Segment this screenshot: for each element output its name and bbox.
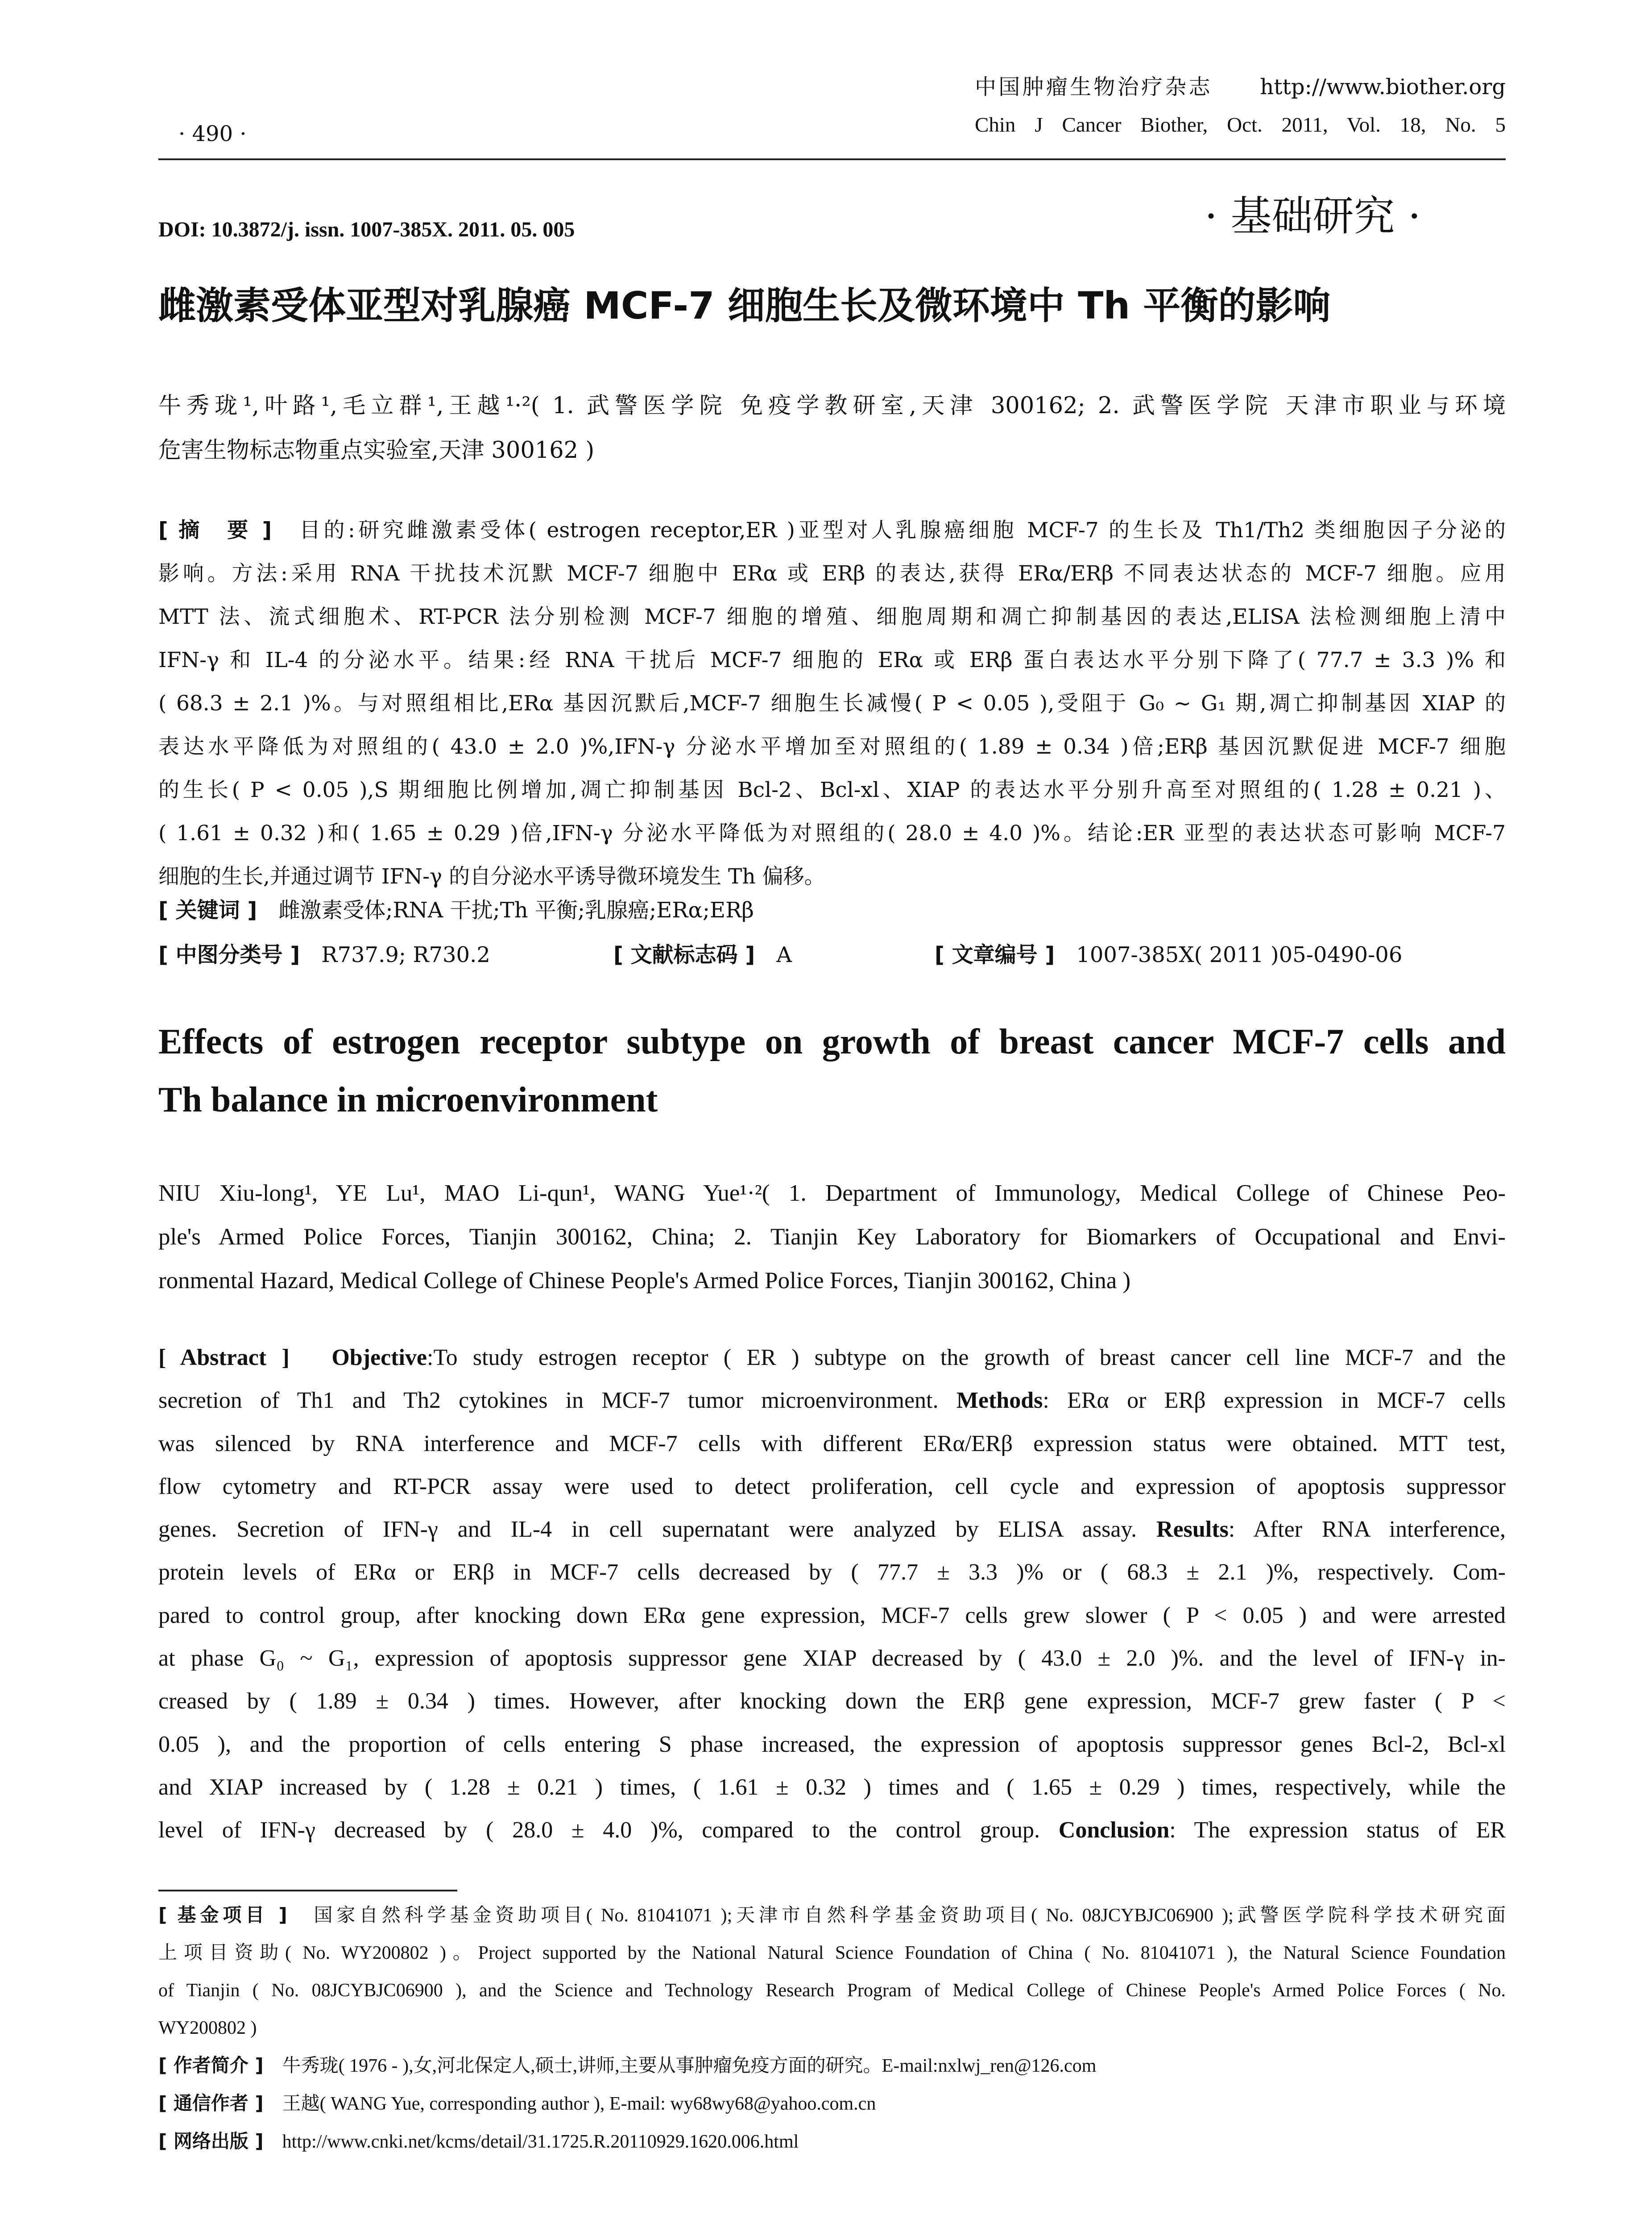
doi: DOI: 10.3872/j. issn. 1007-385X. 2011. 05. 005 (158, 218, 575, 241)
abstract-cn-line: ( 68.3 ± 2.1 )%。与对照组相比,ERα 基因沉默后,MCF-7 细胞生长减慢( P < 0.05 ),受阻于 G₀ ~ G₁ 期,凋亡抑制基因 XIAP 的 (158, 691, 1506, 716)
conclusion-label: Conclusion (1058, 1817, 1170, 1843)
results-label: Results (1156, 1517, 1229, 1543)
abstract-en-line: was silenced by RNA interference and MCF-7 cells with different ERα/ERβ expression status were obtained. MTT test, (158, 1431, 1506, 1456)
online-url[interactable]: http://www.cnki.net/kcms/detail/31.1725.R.20110929.1620.006.html (282, 2131, 799, 2152)
abstract-en-line: at phase G₀ ~ G₁, expression of apoptosis suppressor gene XIAP decreased by ( 43.0 ± 2.0 )%. and the level of IFN-γ in- (158, 1646, 1506, 1671)
abstract-cn-line: 影响。方法:采用 RNA 干扰技术沉默 MCF-7 细胞中 ERα 或 ERβ 的表达,获得 ERα/ERβ 不同表达状态的 MCF-7 细胞。应用 (158, 561, 1506, 586)
keywords-cn-text: 雌激素受体;RNA 干扰;Th 平衡;乳腺癌;ERα;ERβ (278, 898, 754, 923)
article-title-cn: 雌激素受体亚型对乳腺癌 MCF-7 细胞生长及微环境中 Th 平衡的影响 (158, 284, 1331, 328)
abstract-en (158, 1336, 1506, 1852)
abstract-en-line: secretion of Th1 and Th2 cytokines in MCF-7 tumor microenvironment. Methods: ERα or ERβ expression in MCF-7 cells (158, 1388, 1506, 1414)
abstract-en-line: flow cytometry and RT-PCR assay were used to detect proliferation, cell cycle and expression of apoptosis suppressor (158, 1473, 1506, 1499)
abstract-en-line: creased by ( 1.89 ± 0.34 ) times. However, after knocking down the ERβ gene expression, MCF-7 grew faster ( P < (158, 1688, 1506, 1714)
online-publication (158, 2123, 1506, 2161)
abstract-en-line: pared to control group, after knocking down ERα gene expression, MCF-7 cells grew slower ( P < 0.05 ) and were arrested (158, 1602, 1506, 1628)
page-number: · 490 · (178, 121, 247, 146)
author-bio: [ 作者简介 ] 牛秀珑( 1976 - ),女,河北保定人,硕士,讲师,主要从事肿瘤免疫方面的研究。E-mail:nxlwj_ren@126.com (158, 2054, 1097, 2076)
abstract-cn-line: [ 摘 要 ] 目的:研究雌激素受体( estrogen receptor,ER )亚型对人乳腺癌细胞 MCF-7 的生长及 Th1/Th2 类细胞因子分泌的 (158, 518, 1506, 543)
abstract-en-line: protein levels of ERα or ERβ in MCF-7 cells decreased by ( 77.7 ± 3.3 )% or ( 68.3 ± 2.1 )%, respectively. Com- (158, 1559, 1506, 1585)
title-en-line: Th balance in microenvironment (158, 1080, 658, 1120)
footnote-divider (158, 1890, 457, 1891)
footnotes (158, 1896, 1506, 2161)
abstract-cn-line: 表达水平降低为对照组的( 43.0 ± 2.0 )%,IFN-γ 分泌水平增加至对照组的( 1.89 ± 0.34 )倍;ERβ 基因沉默促进 MCF-7 细胞 (158, 734, 1506, 759)
authors-affiliations-cn (158, 384, 1506, 473)
section-label: · 基础研究 · (1205, 192, 1421, 240)
abstract-cn-line: ( 1.61 ± 0.32 )和( 1.65 ± 0.29 )倍,IFN-γ 分泌水平降低为对照组的( 28.0 ± 4.0 )%。结论:ER 亚型的表达状态可影响 MCF-7 (158, 821, 1506, 846)
abstract-cn-line: 的生长( P < 0.05 ),S 期细胞比例增加,凋亡抑制基因 Bcl-2、Bcl-xl、XIAP 的表达水平分别升高至对照组的( 1.28 ± 0.21 )、 (158, 778, 1506, 802)
fund-line: WY200802 ) (158, 2018, 257, 2038)
fund-line: 上项目资助( No. WY200802 )。Project supported by the National Natural Science Foundation of China ( No. 81041071 ), the Natural Science Foundation (158, 1943, 1506, 1963)
abstract-en-line: [ Abstract ] Objective:To study estrogen receptor ( ER ) subtype on the growth of breast cancer cell line MCF-7 and the (158, 1345, 1506, 1370)
journal-citation-en: Chin J Cancer Biother, Oct. 2011, Vol. 18, No. 5 (975, 113, 1506, 137)
corresponding-author: [ 通信作者 ] 王越( WANG Yue, corresponding author ), E-mail: wy68wy68@yahoo.com.cn (158, 2092, 876, 2114)
journal-url[interactable]: http://www.biother.org (1260, 75, 1506, 100)
article-number-field: [ 文章编号 ] 1007-385X( 2011 )05-0490-06 (935, 942, 1403, 967)
fund-line: [ 基金项目 ] 国家自然科学基金资助项目( No. 81041071 );天津市自然科学基金资助项目( No. 08JCYBJC06900 );武警医学院科学技术研究面 (158, 1904, 1506, 1926)
doc-code-field: [ 文献标志码 ] A (613, 942, 792, 967)
classification-row (158, 933, 1506, 977)
online-label: [ 网络出版 ] (158, 2130, 264, 2152)
abstract-cn-line: MTT 法、流式细胞术、RT-PCR 法分别检测 MCF-7 细胞的增殖、细胞周期和凋亡抑制基因的表达,ELISA 法检测细胞上清中 (158, 605, 1506, 629)
abstract-cn-label: [ 摘 要 ] (158, 518, 272, 543)
author-bio-label: [ 作者简介 ] (158, 2054, 264, 2076)
article-title-en (158, 1013, 1506, 1129)
corresponding-label: [ 通信作者 ] (158, 2092, 264, 2114)
abstract-en-line: level of IFN-γ decreased by ( 28.0 ± 4.0 )%, compared to the control group. Conclusion: The expression status of ER (158, 1817, 1506, 1843)
objective-label: Objective (331, 1345, 427, 1370)
journal-name-cn: 中国肿瘤生物治疗杂志 http://www.biother.org (975, 75, 1506, 100)
authors-cn-line: 牛秀珑¹,叶路¹,毛立群¹,王越¹·²( 1. 武警医学院 免疫学教研室,天津 300162; 2. 武警医学院 天津市职业与环境 (158, 393, 1506, 419)
title-en-line: Effects of estrogen receptor subtype on growth of breast cancer MCF-7 cells and (158, 1022, 1506, 1062)
authors-en-line: ronmental Hazard, Medical College of Chinese People's Armed Police Forces, Tianjin 300162, China ) (158, 1268, 1131, 1294)
abstract-cn-line: IFN-γ 和 IL-4 的分泌水平。结果:经 RNA 干扰后 MCF-7 细胞的 ERα 或 ERβ 蛋白表达水平分别下降了( 77.7 ± 3.3 )% 和 (158, 648, 1506, 672)
abstract-en-line: 0.05 ), and the proportion of cells entering S phase increased, the expression of apoptosis suppressor genes Bcl-2, Bcl-xl (158, 1731, 1506, 1757)
abstract-cn (158, 509, 1506, 898)
keywords-cn-label: [ 关键词 ] (158, 898, 257, 923)
authors-en-line: ple's Armed Police Forces, Tianjin 300162, China; 2. Tianjin Key Laboratory for Biomarkers of Occupational and Envi- (158, 1224, 1506, 1250)
abstract-en-line: and XIAP increased by ( 1.28 ± 0.21 ) times, ( 1.61 ± 0.32 ) times and ( 1.65 ± 0.29 ) times, respectively, while the (158, 1774, 1506, 1800)
authors-en-line: NIU Xiu-long¹, YE Lu¹, MAO Li-qun¹, WANG Yue¹·²( 1. Department of Immunology, Medical College of Chinese Peo- (158, 1180, 1506, 1206)
methods-label: Methods (956, 1388, 1043, 1414)
abstract-cn-line: 细胞的生长,并通过调节 IFN-γ 的自分泌水平诱导微环境发生 Th 偏移。 (158, 864, 825, 889)
fund-label: [ 基金项目 ] (158, 1904, 287, 1926)
abstract-en-label: [ Abstract ] (158, 1345, 290, 1370)
fund-line: of Tianjin ( No. 08JCYBJC06900 ), and the Science and Technology Research Program of Medical College of Chinese People's Armed Police Forces ( No. (158, 1980, 1506, 2001)
clc-field: [ 中图分类号 ] R737.9; R730.2 (158, 942, 490, 967)
authors-affiliations-en (158, 1171, 1506, 1305)
abstract-en-line: genes. Secretion of IFN-γ and IL-4 in cell supernatant were analyzed by ELISA assay. Results: After RNA interference, (158, 1517, 1506, 1543)
header-divider (158, 158, 1506, 160)
keywords-cn (158, 890, 1506, 930)
authors-cn-line: 危害生物标志物重点实验室,天津 300162 ) (158, 437, 595, 464)
